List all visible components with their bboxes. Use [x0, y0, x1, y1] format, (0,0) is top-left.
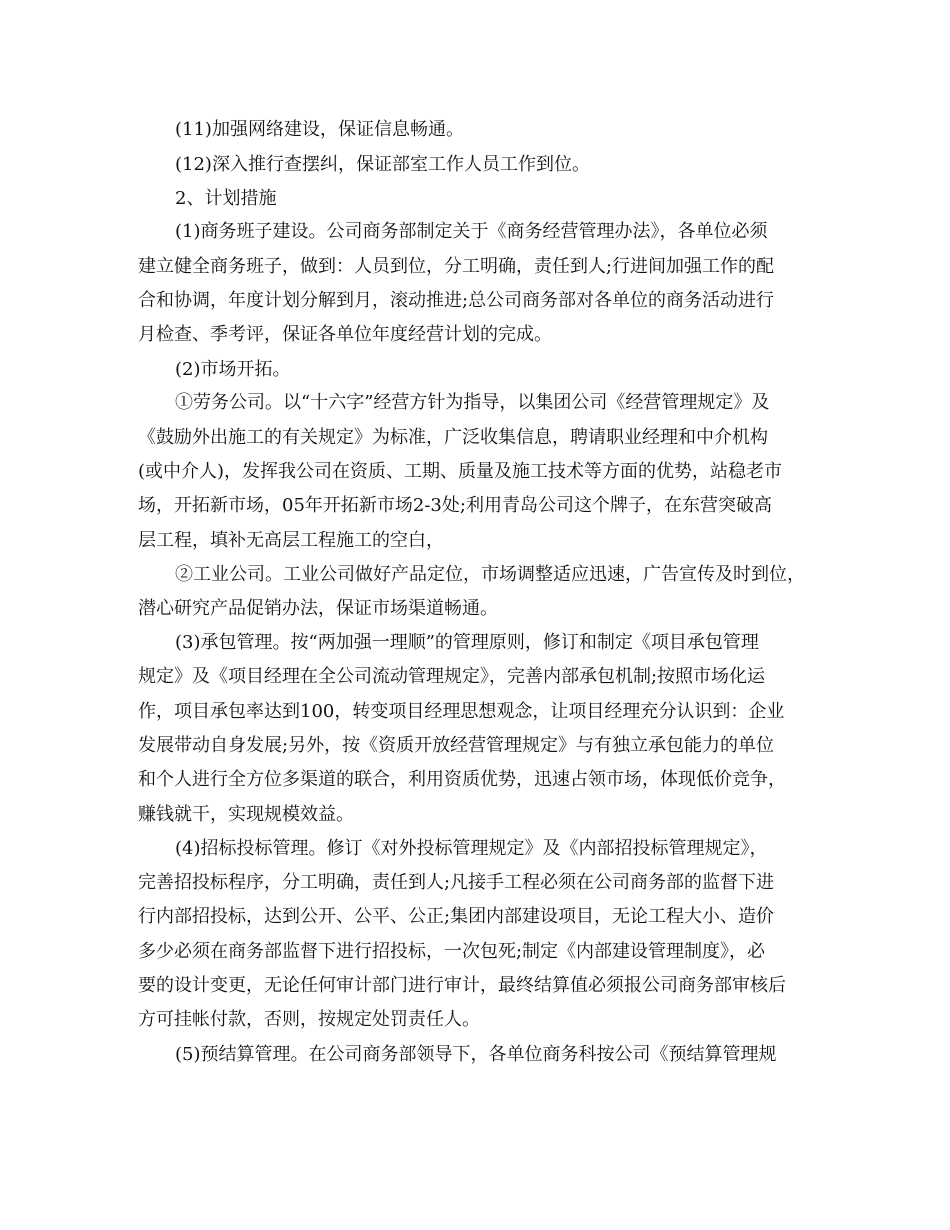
- paragraph-line: 潜心研究产品促销办法，保证市场渠道畅通。: [138, 598, 498, 619]
- paragraph-line: 合和协调，年度计划分解到月，滚动推进;总公司商务部对各单位的商务活动进行: [138, 290, 775, 311]
- paragraph-line: (11)加强网络建设，保证信息畅通。: [175, 119, 464, 140]
- paragraph-line: 多少必须在商务部监督下进行招投标，一次包死;制定《内部建设管理制度》，必: [138, 941, 766, 962]
- paragraph-line: 赚钱就干，实现规模效益。: [138, 804, 354, 825]
- paragraph-line: 完善招投标程序，分工明确，责任到人;凡接手工程必须在公司商务部的监督下进: [138, 872, 775, 893]
- paragraph-line: 建立健全商务班子，做到：人员到位，分工明确，责任到人;行进间加强工作的配: [138, 256, 775, 277]
- paragraph-line: 场，开拓新市场，05年开拓新市场2-3处;利用青岛公司这个牌子，在东营突破高: [138, 495, 772, 516]
- paragraph-line: 要的设计变更，无论任何审计部门进行审计，最终结算值必须报公司商务部审核后: [138, 975, 786, 996]
- section-heading: 2、计划措施: [175, 188, 277, 209]
- paragraph-line: 作，项目承包率达到100，转变项目经理思想观念，让项目经理充分认识到：企业: [138, 701, 785, 722]
- paragraph-line: (1)商务班子建设。公司商务部制定关于《商务经营管理办法》，各单位必须: [175, 221, 768, 242]
- paragraph-line: 规定》及《项目经理在全公司流动管理规定》，完善内部承包机制;按照市场化运: [138, 666, 766, 687]
- paragraph-line: 月检查、季考评，保证各单位年度经营计划的完成。: [138, 324, 552, 345]
- paragraph-line: (12)深入推行查摆纠，保证部室工作人员工作到位。: [175, 154, 590, 175]
- paragraph-line: 《鼓励外出施工的有关规定》为标准，广泛收集信息，聘请职业经理和中介机构: [138, 427, 768, 448]
- paragraph-line: ②工业公司。工业公司做好产品定位，市场调整适应迅速，广告宣传及时到位，: [175, 564, 805, 585]
- paragraph-line: 层工程，填补无高层工程施工的空白，: [138, 530, 444, 551]
- paragraph-line: ①劳务公司。以“十六字”经营方针为指导，以集团公司《经营管理规定》及: [175, 392, 770, 413]
- paragraph-line: 方可挂帐付款，否则，按规定处罚责任人。: [138, 1009, 480, 1030]
- paragraph-line: (3)承包管理。按“两加强一理顺”的管理原则，修订和制定《项目承包管理: [175, 632, 759, 653]
- paragraph-line: 发展带动自身发展;另外，按《资质开放经营管理规定》与有独立承包能力的单位: [138, 735, 775, 756]
- paragraph-line: 和个人进行全方位多渠道的联合，利用资质优势，迅速占领市场，体现低价竞争，: [138, 769, 786, 790]
- paragraph-line: (4)招标投标管理。修订《对外投标管理规定》及《内部招投标管理规定》，: [175, 838, 768, 859]
- paragraph-line: (或中介人)，发挥我公司在资质、工期、质量及施工技术等方面的优势，站稳老市: [138, 461, 783, 482]
- paragraph-line: (5)预结算管理。在公司商务部领导下，各单位商务科按公司《预结算管理规: [175, 1044, 777, 1065]
- paragraph-line: (2)市场开拓。: [175, 359, 291, 380]
- paragraph-line: 行内部招投标，达到公开、公平、公正;集团内部建设项目，无论工程大小、造价: [138, 906, 775, 927]
